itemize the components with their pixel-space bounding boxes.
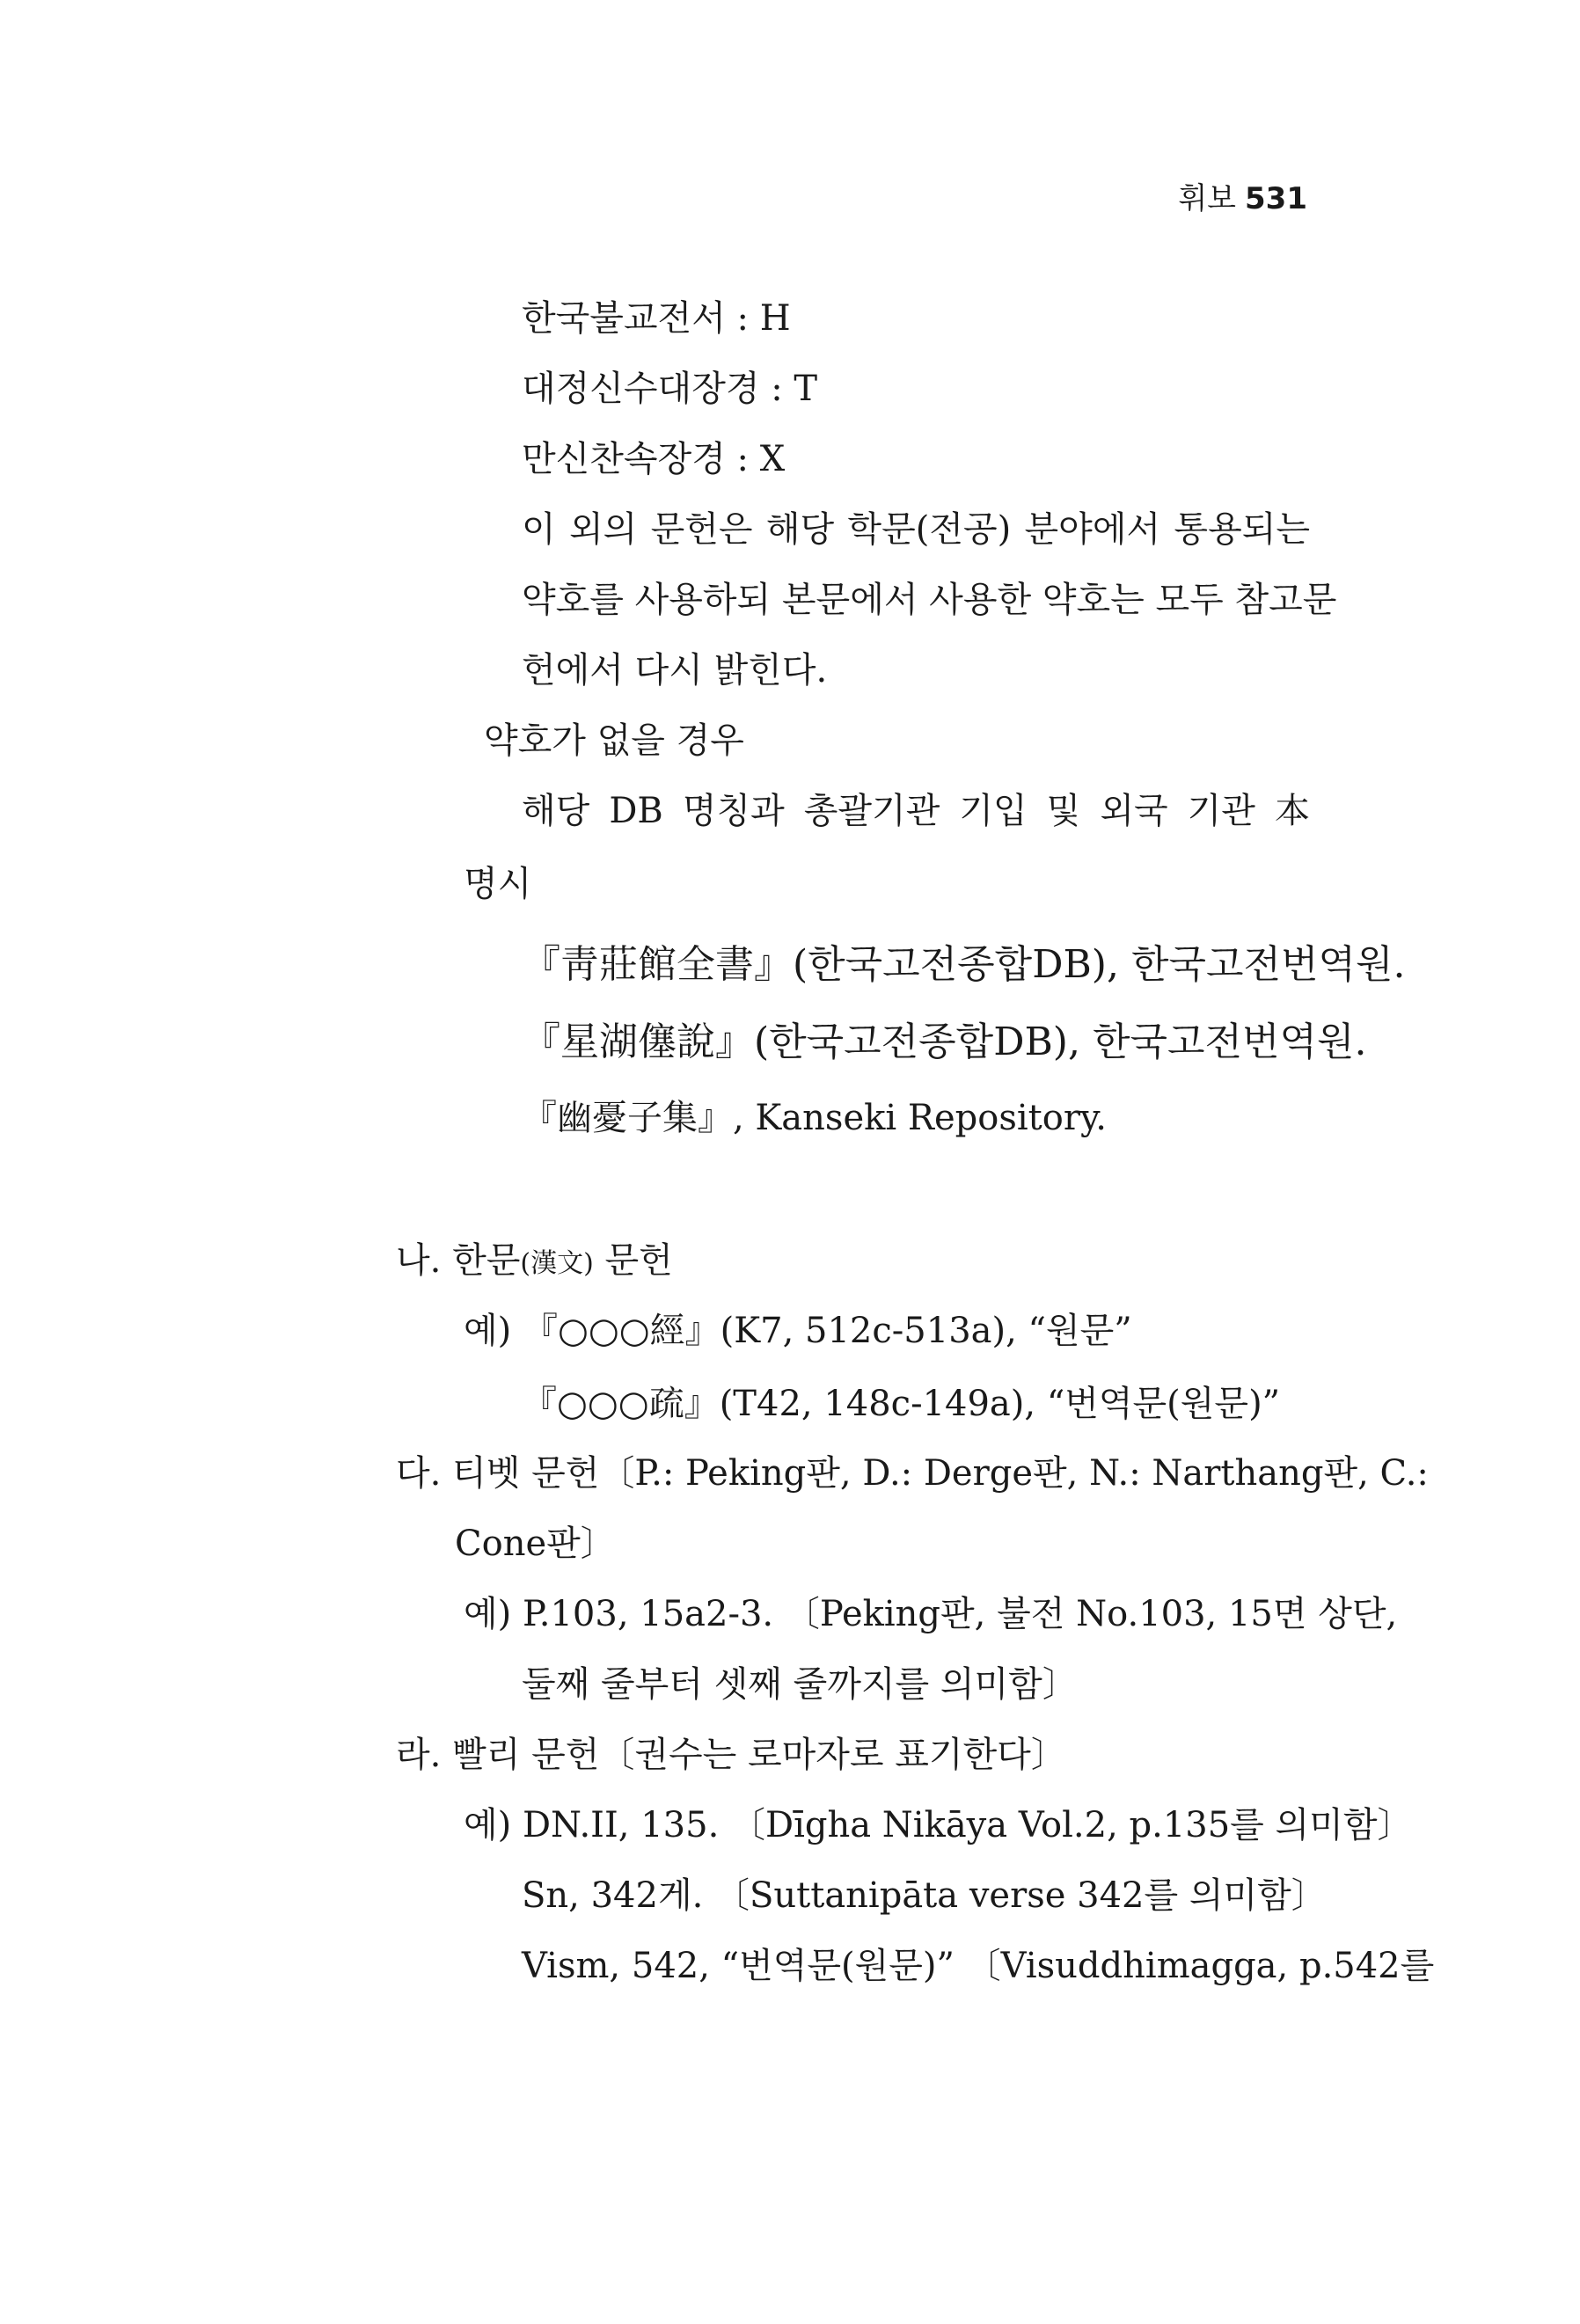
example-line: Sn, 342게. 〔Suttanipāta verse 342를 의미함〕 (522, 1875, 1327, 1916)
page-number: 531 (1245, 181, 1307, 216)
section-heading-hanmun (396, 1240, 673, 1281)
running-header (1178, 174, 1307, 217)
subheading-no-abbrev: 약호가 없을 경우 (484, 720, 744, 761)
example-citation: 『星湖僿說』(한국고전종합DB), 한국고전번역원. (522, 1019, 1367, 1064)
example-line: 예) DN.II, 135. 〔Dīgha Nikāya Vol.2, p.135를 의미함〕 (464, 1805, 1413, 1845)
section-heading-tibetan: 다. 티벳 문헌〔P.: Peking판, D.: Derge판, N.: Narthang판, C.: (396, 1453, 1429, 1494)
section-heading-text: 문헌 (593, 1240, 673, 1281)
abbrev-line-t: 대정신수대장경 : T (522, 369, 818, 409)
running-title: 휘보 (1178, 181, 1237, 216)
body-paragraph-line: 이 외의 문헌은 해당 학문(전공) 분야에서 통용되는 (522, 509, 1310, 550)
example-line: 『○○○疏』(T42, 148c-149a), “번역문(원문)” (522, 1384, 1281, 1424)
section-heading-hanja: (漢文) (520, 1248, 594, 1279)
body-paragraph-line: 해당 DB 명칭과 총괄기관 기입 및 외국 기관 本 (522, 791, 1310, 831)
example-line: 예) P.103, 15a2-3. 〔Peking판, 불전 No.103, 15면 상단, (464, 1594, 1398, 1634)
body-paragraph-line: 명시 (464, 864, 532, 904)
abbrev-line-x: 만신찬속장경 : X (522, 439, 786, 479)
section-heading-tibetan-cont: Cone판〕 (455, 1524, 616, 1564)
example-line: 둘째 줄부터 셋째 줄까지를 의미함〕 (522, 1664, 1078, 1705)
body-paragraph-line: 헌에서 다시 밝힌다. (522, 650, 828, 691)
section-heading-text: 나. 한문 (396, 1240, 521, 1281)
example-citation: 『靑莊館全書』(한국고전종합DB), 한국고전번역원. (522, 942, 1406, 987)
example-line: Vism, 542, “번역문(원문)” 〔Visuddhimagga, p.542를 (522, 1946, 1435, 1986)
section-heading-pali: 라. 빨리 문헌〔권수는 로마자로 표기한다〕 (396, 1735, 1066, 1775)
body-paragraph-line: 약호를 사용하되 본문에서 사용한 약호는 모두 참고문 (522, 580, 1337, 620)
example-line: 예) 『○○○經』(K7, 512c-513a), “원문” (464, 1311, 1132, 1351)
example-citation: 『幽憂子集』, Kanseki Repository. (522, 1098, 1107, 1138)
abbrev-line-h: 한국불교전서 : H (522, 298, 791, 339)
